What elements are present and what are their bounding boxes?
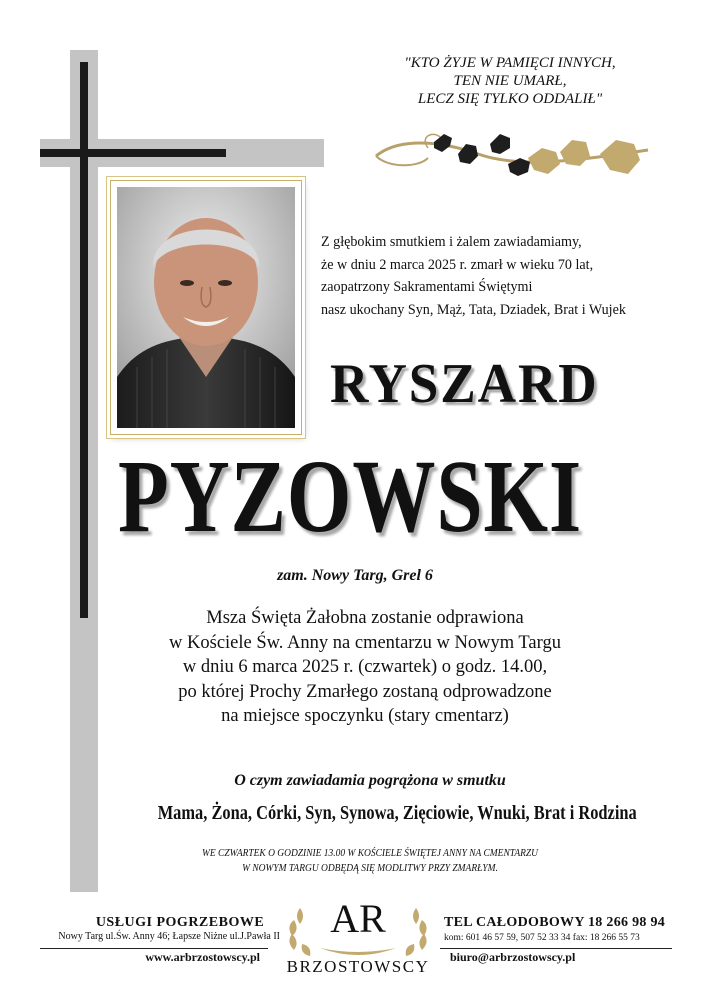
vine-ornament-icon: [368, 128, 658, 198]
intro-line-1: Z głębokim smutkiem i żalem zawiadamiamy,: [321, 234, 582, 250]
quote-line-3: LECZ SIĘ TYLKO ODDALIŁ": [417, 91, 603, 107]
intro-line-3: zaopatrzony Sakramentami Świętymi: [321, 279, 533, 295]
mourners-names: Mama, Żona, Córki, Syn, Synowa, Zięciowie, Wnuki, Brat i Rodzina: [157, 802, 637, 824]
logo-company-name: BRZOSTOWSCY: [286, 957, 430, 976]
mass-line-3: w dniu 6 marca 2025 r. (czwartek) o godz. 14.00,: [182, 657, 548, 677]
prayer-line-2: W NOWYM TARGU ODBĘDĄ SIĘ MODLITWY PRZY ZMARŁYM.: [242, 862, 498, 874]
deceased-last-name: PYZOWSKI: [118, 439, 583, 554]
deceased-first-name: RYSZARD: [330, 353, 599, 415]
funeral-services-address: Nowy Targ ul.Św. Anny 46; Łapsze Niżne ul.J.Pawła II: [58, 931, 280, 942]
mass-line-1: Msza Święta Żałobna zostanie odprawiona: [206, 608, 524, 628]
mobile-fax-numbers: kom: 601 46 57 59, 507 52 33 34 fax: 18 266 55 73: [444, 933, 640, 943]
memorial-quote: [345, 54, 675, 108]
mourners-title: O czym zawiadamia pogrążona w smutku: [234, 772, 506, 789]
announcement-intro: [321, 231, 669, 321]
phone-24h: TEL CAŁODOBOWY 18 266 98 94: [444, 915, 666, 930]
intro-line-2: że w dniu 2 marca 2025 r. zmarł w wieku 70 lat,: [321, 256, 594, 273]
mass-line-2: w Kościele Św. Anny na cmentarzu w Nowym Targu: [169, 632, 561, 653]
logo-initials: AR: [330, 896, 386, 941]
footer-divider-left: [40, 948, 268, 949]
portrait-photo-frame: [110, 180, 302, 435]
cross-vertical-bar: [80, 62, 88, 618]
email-link[interactable]: biuro@arbrzostowscy.pl: [450, 950, 576, 964]
mass-line-5: na miejsce spoczynku (stary cmentarz): [221, 706, 509, 726]
funeral-mass-info: [120, 606, 610, 729]
cross-horizontal-bar: [40, 149, 226, 157]
intro-line-4: nasz ukochany Syn, Mąż, Tata, Dziadek, Brat i Wujek: [321, 301, 626, 318]
footer-divider-right: [440, 948, 672, 949]
website-link[interactable]: www.arbrzostowscy.pl: [145, 950, 260, 964]
prayer-line-1: WE CZWARTEK O GODZINIE 13.00 W KOŚCIELE ŚWIĘTEJ ANNY NA CMENTARZU: [202, 847, 538, 859]
mass-line-4: po której Prochy Zmarłego zostaną odprowadzone: [178, 681, 552, 702]
quote-line-2: TEN NIE UMARŁ,: [453, 73, 567, 89]
prayer-notice: [155, 846, 585, 876]
portrait-photo: [117, 187, 295, 428]
deceased-address: zam. Nowy Targ, Grel 6: [277, 567, 433, 584]
funeral-services-title: USŁUGI POGRZEBOWE: [95, 915, 265, 930]
quote-line-1: "KTO ŻYJE W PAMIĘCI INNYCH,: [404, 55, 616, 71]
